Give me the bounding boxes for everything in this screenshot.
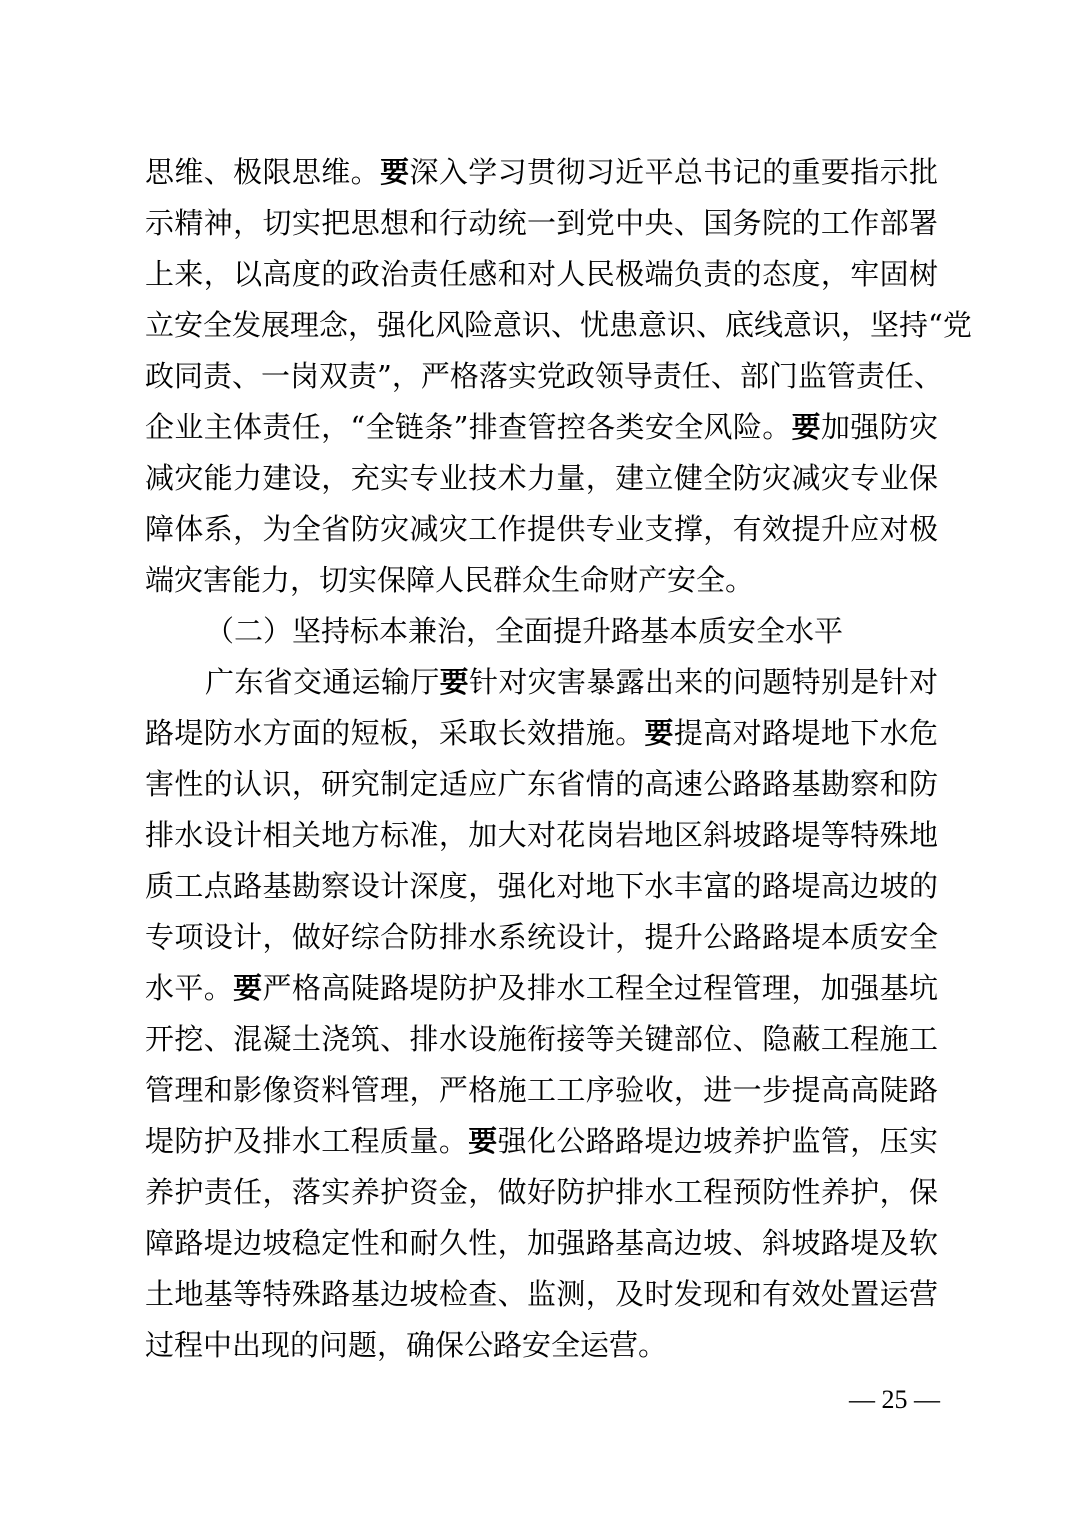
paragraph-2-line-6: 专项设计，做好综合防排水系统设计，提升公路路堤本质安全 [145,920,938,954]
text-run: 路堤防水方面的短板，采取长效措施。 [145,716,645,750]
page-number: — 25 — [849,1385,940,1414]
paragraph-1-line-6 [145,407,938,447]
paragraph-2-line-1 [205,662,938,702]
paragraph-2-line-4: 排水设计相关地方标准，加大对花岗岩地区斜坡路堤等特殊地 [145,818,938,852]
paragraph-2-line-2 [145,713,938,753]
paragraph-1-line-8: 障体系，为全省防灾减灾工作提供专业支撑，有效提升应对极 [145,512,938,546]
emphasis-keyword: 要 [233,971,263,1005]
emphasis-keyword: 要 [380,155,410,189]
text-run: 提高对路堤地下水危 [673,716,938,750]
paragraph-2-line-8: 开挖、混凝土浇筑、排水设施衔接等关键部位、隐蔽工程施工 [145,1022,938,1056]
emphasis-keyword: 要 [468,1124,498,1158]
text-run: 加强防灾 [820,410,938,444]
paragraph-1-line-4: 立安全发展理念，强化风险意识、忧患意识、底线意识，坚持“党 [145,308,972,342]
paragraph-2-line-14: 过程中出现的问题，确保公路安全运营。 [145,1328,668,1362]
paragraph-2-line-11: 养护责任，落实养护资金，做好防护排水工程预防性养护，保 [145,1175,938,1209]
paragraph-1-line-9: 端灾害能力，切实保障人民群众生命财产安全。 [145,563,755,597]
text-run: 水平。 [145,971,234,1005]
paragraph-2-line-5: 质工点路基勘察设计深度，强化对地下水丰富的路堤高边坡的 [145,869,938,903]
paragraph-2-line-10 [145,1121,938,1161]
paragraph-2-line-3: 害性的认识，研究制定适应广东省情的高速公路路基勘察和防 [145,767,938,801]
paragraph-2-line-7 [145,968,938,1008]
text-run: 思维、极限思维。 [145,155,381,189]
text-run: 强化公路路堤边坡养护监管，压实 [497,1124,938,1158]
paragraph-1-line-5: 政同责、一岗双责”，严格落实党政领导责任、部门监管责任、 [145,359,943,393]
paragraph-2-line-9: 管理和影像资料管理，严格施工工序验收，进一步提高高陡路 [145,1073,938,1107]
paragraph-1-line-7: 减灾能力建设，充实专业技术力量，建立健全防灾减灾专业保 [145,461,938,495]
paragraph-1-line-3: 上来，以高度的政治责任感和对人民极端负责的态度，牢固树 [145,257,938,291]
paragraph-2-line-13: 土地基等特殊路基边坡检查、监测，及时发现和有效处置运营 [145,1277,938,1311]
emphasis-keyword: 要 [791,410,821,444]
text-run: 严格高陡路堤防护及排水工程全过程管理，加强基坑 [262,971,938,1005]
emphasis-keyword: 要 [439,665,469,699]
paragraph-1-line-1 [145,152,938,192]
section-heading: （二）坚持标本兼治，全面提升路基本质安全水平 [205,614,844,648]
text-run: 针对灾害暴露出来的问题特别是针对 [469,665,938,699]
text-run: 堤防护及排水工程质量。 [145,1124,469,1158]
emphasis-keyword: 要 [644,716,674,750]
text-run: 广东省交通运输厅 [205,665,440,699]
paragraph-1-line-2: 示精神，切实把思想和行动统一到党中央、国务院的工作部署 [145,206,938,240]
text-run: 企业主体责任，“全链条”排查管控各类安全风险。 [145,410,792,444]
paragraph-2-line-12: 障路堤边坡稳定性和耐久性，加强路基高边坡、斜坡路堤及软 [145,1226,938,1260]
text-run: 深入学习贯彻习近平总书记的重要指示批 [409,155,938,189]
